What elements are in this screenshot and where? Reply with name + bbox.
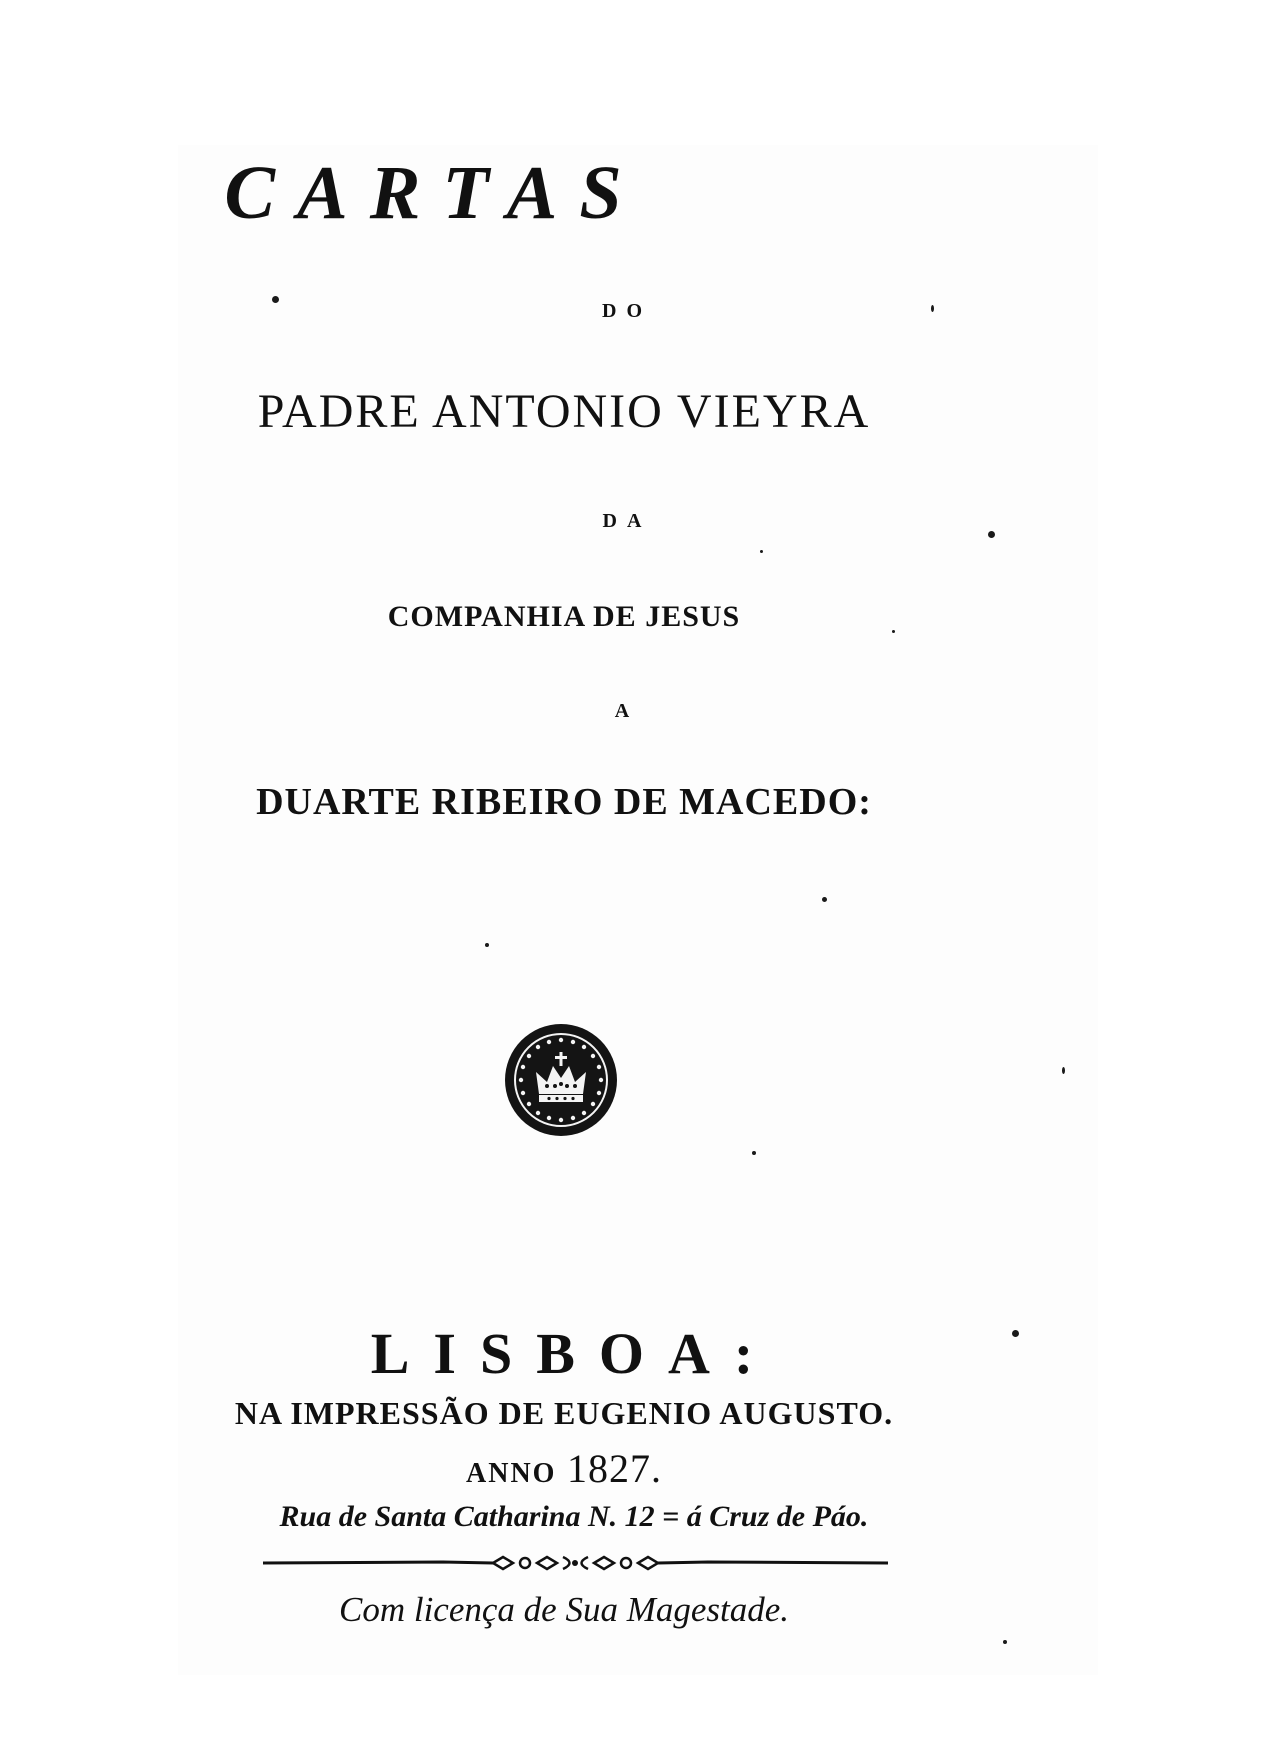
ink-speck bbox=[1012, 1330, 1019, 1337]
ink-speck bbox=[752, 1151, 756, 1155]
crown-printer-device-icon bbox=[503, 1022, 619, 1138]
printer-name: NA IMPRESSÃO DE EUGENIO AUGUSTO. bbox=[234, 1395, 894, 1431]
year-value: 1827. bbox=[566, 1446, 662, 1491]
ink-speck bbox=[760, 550, 763, 553]
connector-da: DA bbox=[602, 510, 652, 532]
imprint-year bbox=[0, 1445, 1203, 1492]
printer-address: Rua de Santa Catharina N. 12 = á Cruz de Páo. bbox=[279, 1500, 869, 1533]
ornamental-rule bbox=[263, 1553, 888, 1573]
ink-speck bbox=[988, 531, 995, 538]
ink-speck bbox=[485, 943, 489, 947]
ink-speck bbox=[931, 305, 934, 312]
imprint-city: LISBOA: bbox=[370, 1321, 778, 1386]
company-name: COMPANHIA DE JESUS bbox=[387, 600, 741, 633]
ink-speck bbox=[1062, 1067, 1065, 1074]
year-label: ANNO bbox=[466, 1458, 557, 1489]
recipient-name: DUARTE RIBEIRO DE MACEDO: bbox=[256, 781, 872, 823]
ink-speck bbox=[822, 897, 827, 902]
book-title: CARTAS bbox=[224, 151, 644, 235]
ink-speck bbox=[1003, 1640, 1007, 1644]
ink-speck bbox=[892, 630, 895, 633]
connector-a: A bbox=[614, 700, 640, 722]
royal-licence: Com licença de Sua Magestade. bbox=[338, 1590, 790, 1629]
connector-do: DO bbox=[602, 300, 652, 322]
ink-speck bbox=[272, 296, 279, 303]
author-name: PADRE ANTONIO VIEYRA bbox=[257, 385, 871, 438]
